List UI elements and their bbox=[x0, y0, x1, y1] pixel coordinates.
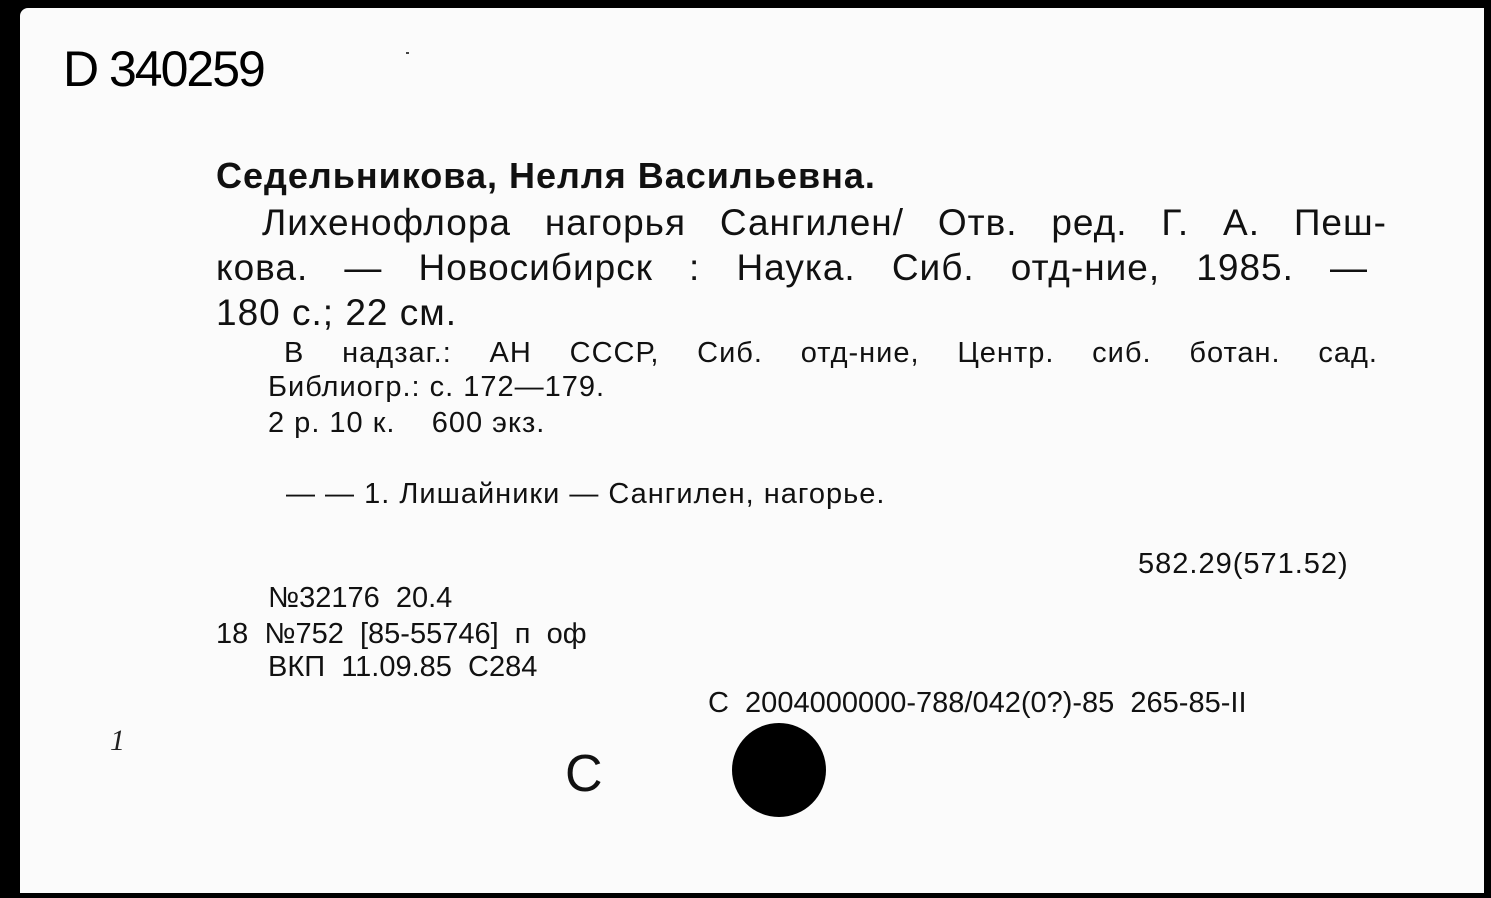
letter-mark: С bbox=[565, 745, 603, 803]
card-number: D 340259 bbox=[63, 41, 264, 97]
bibliographic-line-1: Лихенофлора нагорья Сангилен/ Отв. ред. Г. А. Пеш- bbox=[262, 202, 1387, 243]
catalog-card bbox=[20, 8, 1484, 893]
catalog-code: С 2004000000-788/042(0?)-85 265-85-II bbox=[708, 687, 1247, 719]
subject-heading: — — 1. Лишайники — Сангилен, нагорье. bbox=[286, 478, 886, 510]
bibliography-note: Библиогр.: с. 172—179. bbox=[268, 371, 606, 403]
punch-hole bbox=[732, 723, 826, 817]
speck-decoration bbox=[406, 52, 409, 54]
registration-line-2: 18 №752 [85-55746] п оф bbox=[216, 618, 587, 650]
handwritten-mark: 1 bbox=[110, 724, 125, 757]
registration-line-3: ВКП 11.09.85 С284 bbox=[268, 651, 538, 683]
author-heading: Седельникова, Нелля Васильевна. bbox=[216, 155, 876, 196]
registration-line-1: №32176 20.4 bbox=[268, 582, 453, 614]
header-note: В надзаг.: АН СССР, Сиб. отд-ние, Центр. сиб. ботан. сад. bbox=[284, 337, 1378, 369]
bibliographic-line-3: 180 с.; 22 см. bbox=[216, 292, 458, 333]
price-copies-note: 2 р. 10 к. 600 экз. bbox=[268, 407, 546, 439]
classification-code: 582.29(571.52) bbox=[1138, 548, 1349, 580]
bibliographic-line-2: кова. — Новосибирск : Наука. Сиб. отд-ние, 1985. — bbox=[216, 247, 1368, 288]
